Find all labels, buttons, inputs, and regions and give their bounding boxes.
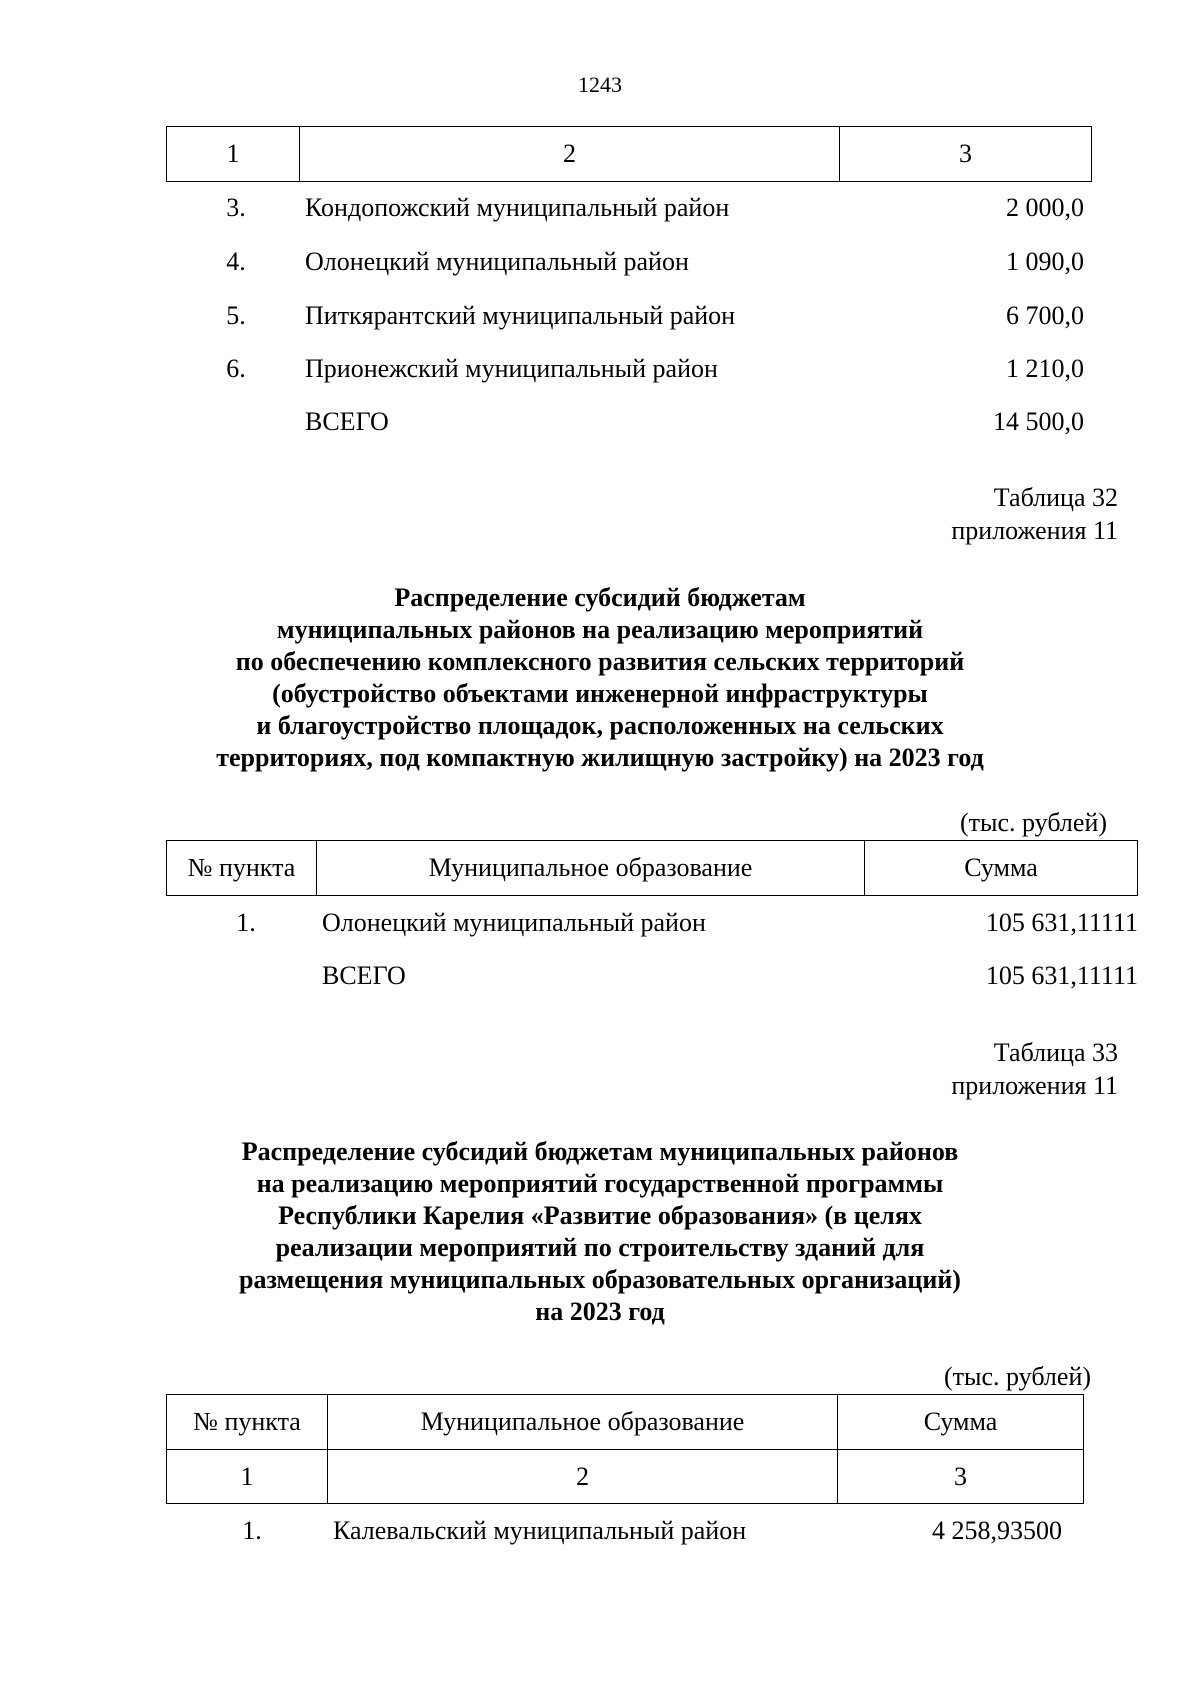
row-amount: 6 700,0 — [1006, 301, 1084, 330]
table-row — [166, 191, 1092, 225]
row-amount: 1 210,0 — [1006, 354, 1084, 383]
title-line: (обустройство объектами инженерной инфраструктуры — [272, 679, 928, 708]
caption-line: Таблица 32 — [993, 483, 1118, 512]
title-line: размещения муниципальных образовательных организаций) — [239, 1265, 961, 1294]
total-label: ВСЕГО — [305, 407, 389, 436]
caption-line: Таблица 33 — [993, 1038, 1118, 1067]
table-row — [166, 906, 1138, 940]
row-amount: 4 258,93500 — [932, 1516, 1062, 1545]
row-name: Олонецкий муниципальный район — [322, 908, 706, 937]
table-32-units: (тыс. рублей) — [960, 808, 1108, 837]
table-total-row — [166, 959, 1138, 993]
row-number: 5. — [226, 301, 246, 330]
row-name: Олонецкий муниципальный район — [305, 247, 689, 276]
title-line: на 2023 год — [535, 1297, 665, 1326]
row-number: 4. — [226, 247, 246, 276]
title-line: и благоустройство площадок, расположенных на сельских — [256, 711, 944, 740]
header-col-3: 3 — [837, 1450, 1083, 1503]
table-row — [166, 299, 1092, 333]
title-line: муниципальных районов на реализацию мероприятий — [276, 615, 924, 644]
header-col-municipality: Муниципальное образование — [316, 841, 864, 895]
table-32-title — [0, 582, 1200, 774]
header-col-number: № пункта — [187, 853, 296, 882]
table-33-header — [166, 1394, 1084, 1504]
page-number: 1243 — [578, 72, 622, 97]
row-name: Кондопожский муниципальный район — [305, 193, 730, 222]
row-number: 1. — [236, 908, 256, 937]
title-line: Республики Карелия «Развитие образования» (в целях — [278, 1201, 922, 1230]
row-name: Прионежский муниципальный район — [305, 354, 718, 383]
row-number: 6. — [226, 354, 246, 383]
row-amount: 2 000,0 — [1006, 193, 1084, 222]
table-row — [166, 1514, 1084, 1548]
total-amount: 105 631,11111 — [985, 961, 1138, 990]
row-number: 3. — [226, 193, 246, 222]
header-col-2: 2 — [327, 1450, 837, 1503]
title-line: Распределение субсидий бюджетам — [394, 583, 806, 612]
header-col-2: 2 — [299, 127, 839, 181]
caption-line: приложения 11 — [951, 1071, 1118, 1100]
table-total-row — [166, 405, 1092, 439]
total-label: ВСЕГО — [322, 961, 406, 990]
row-amount: 1 090,0 — [1006, 247, 1084, 276]
table-33-units: (тыс. рублей) — [944, 1362, 1092, 1391]
title-line: реализации мероприятий по строительству зданий для — [275, 1233, 925, 1262]
header-col-3: 3 — [839, 127, 1091, 181]
row-name: Калевальский муниципальный район — [333, 1516, 747, 1545]
total-amount: 14 500,0 — [993, 407, 1084, 436]
row-number: 1. — [242, 1516, 262, 1545]
header-col-municipality: Муниципальное образование — [327, 1395, 837, 1449]
title-line: территориях, под компактную жилищную застройку) на 2023 год — [216, 743, 984, 772]
table-row — [166, 245, 1092, 279]
table-31-header — [166, 126, 1092, 182]
title-line: Распределение субсидий бюджетам муниципальных районов — [241, 1137, 959, 1166]
header-col-1: 1 — [240, 1461, 254, 1491]
table-33-caption — [951, 1036, 1118, 1102]
title-line: на реализацию мероприятий государственной программы — [256, 1169, 944, 1198]
table-32-caption — [951, 481, 1118, 547]
row-name: Питкярантский муниципальный район — [305, 301, 736, 330]
header-col-1: 1 — [226, 139, 240, 168]
title-line: по обеспечению комплексного развития сельских территорий — [235, 647, 965, 676]
row-amount: 105 631,11111 — [985, 908, 1138, 937]
table-33-title — [0, 1136, 1200, 1328]
table-32-header — [166, 840, 1138, 896]
header-col-number: № пункта — [193, 1407, 301, 1436]
caption-line: приложения 11 — [951, 516, 1118, 545]
header-col-amount: Сумма — [837, 1395, 1083, 1449]
header-col-amount: Сумма — [864, 841, 1137, 895]
table-row — [166, 352, 1092, 386]
